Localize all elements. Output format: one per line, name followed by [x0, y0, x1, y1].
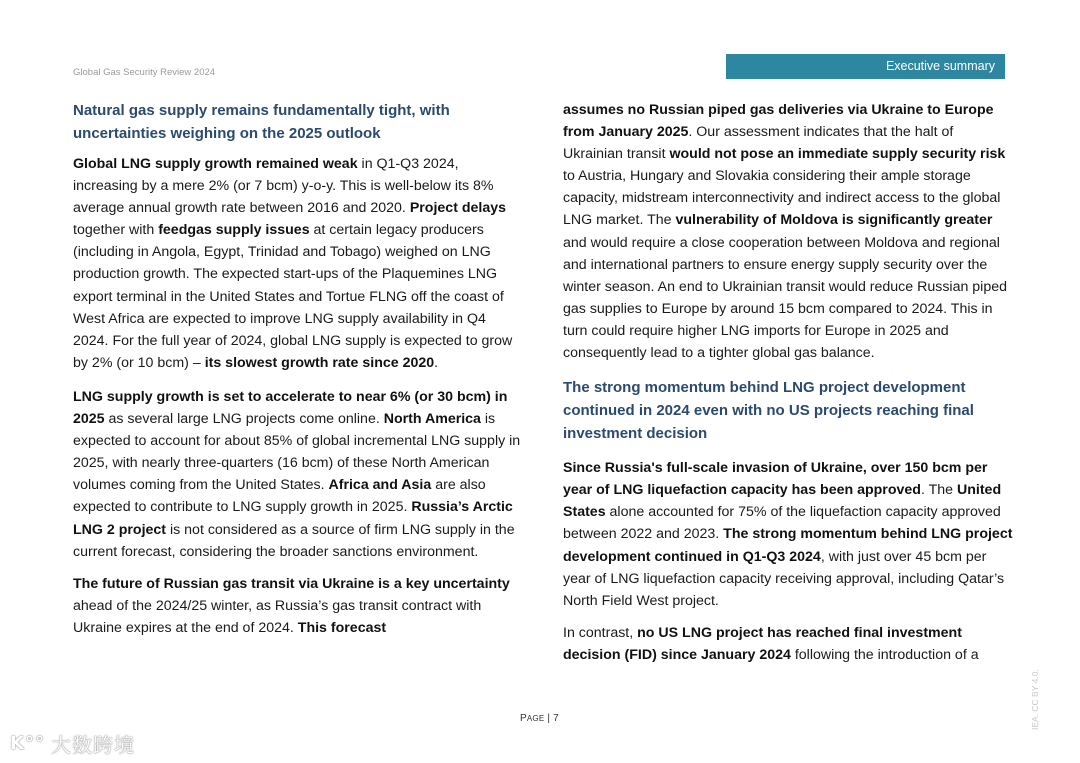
- text-run: to Austria, Hungary and Slovakia considering their ample storage capacity, midstream interconnectivity and indirect access to the global LNG market. The: [563, 168, 1001, 229]
- bold-phrase: LNG supply growth is set to accelerate to near 6% (or 30 bcm) in 2025: [73, 388, 508, 428]
- bold-phrase: Since Russia's full-scale invasion of Ukraine, over 150 bcm per year of LNG liquefaction capacity has been approved: [563, 460, 988, 499]
- text-run: following the introduction of a: [790, 646, 979, 663]
- text-run: alone accounted for 75% of the liquefaction capacity approved between 2022 and 2023.: [563, 504, 1001, 543]
- bold-phrase: feedgas supply issues: [158, 222, 310, 239]
- watermark-text: 大数跨境: [50, 733, 135, 757]
- page-separator: |: [544, 713, 554, 724]
- text-run: , with just over 45 bcm per year of LNG liquefaction capacity receiving approval, including Qatar’s North Field West project.: [563, 548, 1005, 609]
- text-run: .: [434, 354, 439, 371]
- paragraph-lng-growth-2025: [73, 386, 523, 563]
- paragraph-liquefaction-approvals: [563, 457, 1013, 612]
- bold-phrase: assumes no Russian piped gas deliveries via Ukraine to Europe from January 2025: [563, 102, 994, 141]
- section-heading-supply-tight: Natural gas supply remains fundamentally tight, with uncertainties weighing on the 2025 outlook: [73, 102, 450, 142]
- bold-phrase: United States: [563, 482, 1002, 521]
- bold-phrase: The strong momentum behind LNG project development continued in Q1-Q3 2024: [563, 526, 1013, 565]
- paragraph-no-us-fid: [563, 622, 1013, 666]
- text-run: ahead of the 2024/25 winter, as Russia’s gas transit contract with Ukraine expires at the end of 2024.: [73, 597, 482, 636]
- bold-phrase: Project delays: [409, 200, 507, 217]
- page-label-rest: AGE: [526, 714, 545, 723]
- text-run: in Q1-Q3 2024, increasing by a mere 2% (or 7 bcm) y-o-y. This is well-below its 8% average annual growth rate between 2016 and 2020.: [73, 156, 494, 217]
- watermark: [10, 729, 135, 758]
- text-run: is not considered as a source of firm LNG supply in the current forecast, considering the broader sanctions environment.: [73, 521, 515, 560]
- running-header-title: Global Gas Security Review 2024: [73, 67, 216, 78]
- bold-phrase: no US LNG project has reached final investment decision (FID) since January 2024: [563, 624, 962, 663]
- page-label-initial: P: [520, 713, 527, 724]
- text-run: . Our assessment indicates that the halt of Ukrainian transit: [563, 124, 954, 163]
- bold-phrase: Africa and Asia: [328, 477, 432, 494]
- bold-phrase: Global LNG supply growth remained weak: [73, 156, 358, 172]
- text-run: are also expected to contribute to LNG supply growth in 2025.: [73, 477, 486, 516]
- text-run: together with: [73, 222, 159, 239]
- bold-phrase: its slowest growth rate since 2020: [204, 354, 435, 371]
- page-number-value: 7: [553, 713, 559, 724]
- page-number: [520, 713, 559, 724]
- bold-phrase: This forecast: [297, 619, 387, 636]
- bold-phrase: would not pose an immediate supply security risk: [669, 146, 1006, 163]
- paragraph-lng-supply-weak: [73, 153, 523, 374]
- text-run: . The: [920, 482, 957, 499]
- text-run: as several large LNG projects come online.: [104, 411, 384, 428]
- text-run: at certain legacy producers (including in Angola, Egypt, Trinidad and Tobago) weighed on LNG production growth. The expected start-ups of the Plaquemines LNG export terminal in the United States and Tortue FLNG off the coast of West Africa are expected to improve LNG supply availability in Q4 2024. For the full year of 2024, global LNG supply is expected to grow by 2% (or 10 bcm) –: [73, 222, 513, 371]
- section-tag-executive-summary: Executive summary: [726, 54, 1005, 79]
- watermark-logo-icon: K°°: [10, 733, 45, 754]
- text-run: In contrast,: [563, 624, 638, 641]
- bold-phrase: North America: [383, 411, 481, 428]
- text-run: and would require a close cooperation between Moldova and regional and international partners to ensure energy supply security over the winter season. An end to Ukrainian transit would reduce Russian piped gas supplies to Europe by around 15 bcm compared to 2024. This in turn could require higher LNG imports for Europe in 2025 and consequently lead to a tighter global gas balance.: [563, 234, 1008, 362]
- left-column: [73, 99, 523, 651]
- bold-phrase: Russia’s Arctic LNG 2 project: [73, 499, 513, 538]
- text-run: is expected to account for about 85% of global incremental LNG supply in 2025, with nearly three-quarters (16 bcm) of these North American volumes coming from the United States.: [73, 411, 521, 494]
- bold-phrase: vulnerability of Moldova is significantly greater: [675, 212, 993, 229]
- paragraph-ukraine-transit: [73, 573, 523, 639]
- paragraph-ukraine-transit-continued: [563, 99, 1013, 364]
- right-column: [563, 99, 1013, 678]
- license-notice: IEA. CC BY 4.0.: [1030, 669, 1040, 730]
- bold-phrase: The future of Russian gas transit via Ukraine is a key uncertainty: [73, 575, 510, 592]
- section-heading-lng-momentum: The strong momentum behind LNG project development continued in 2024 even with no US projects reaching final investment decision: [563, 379, 974, 443]
